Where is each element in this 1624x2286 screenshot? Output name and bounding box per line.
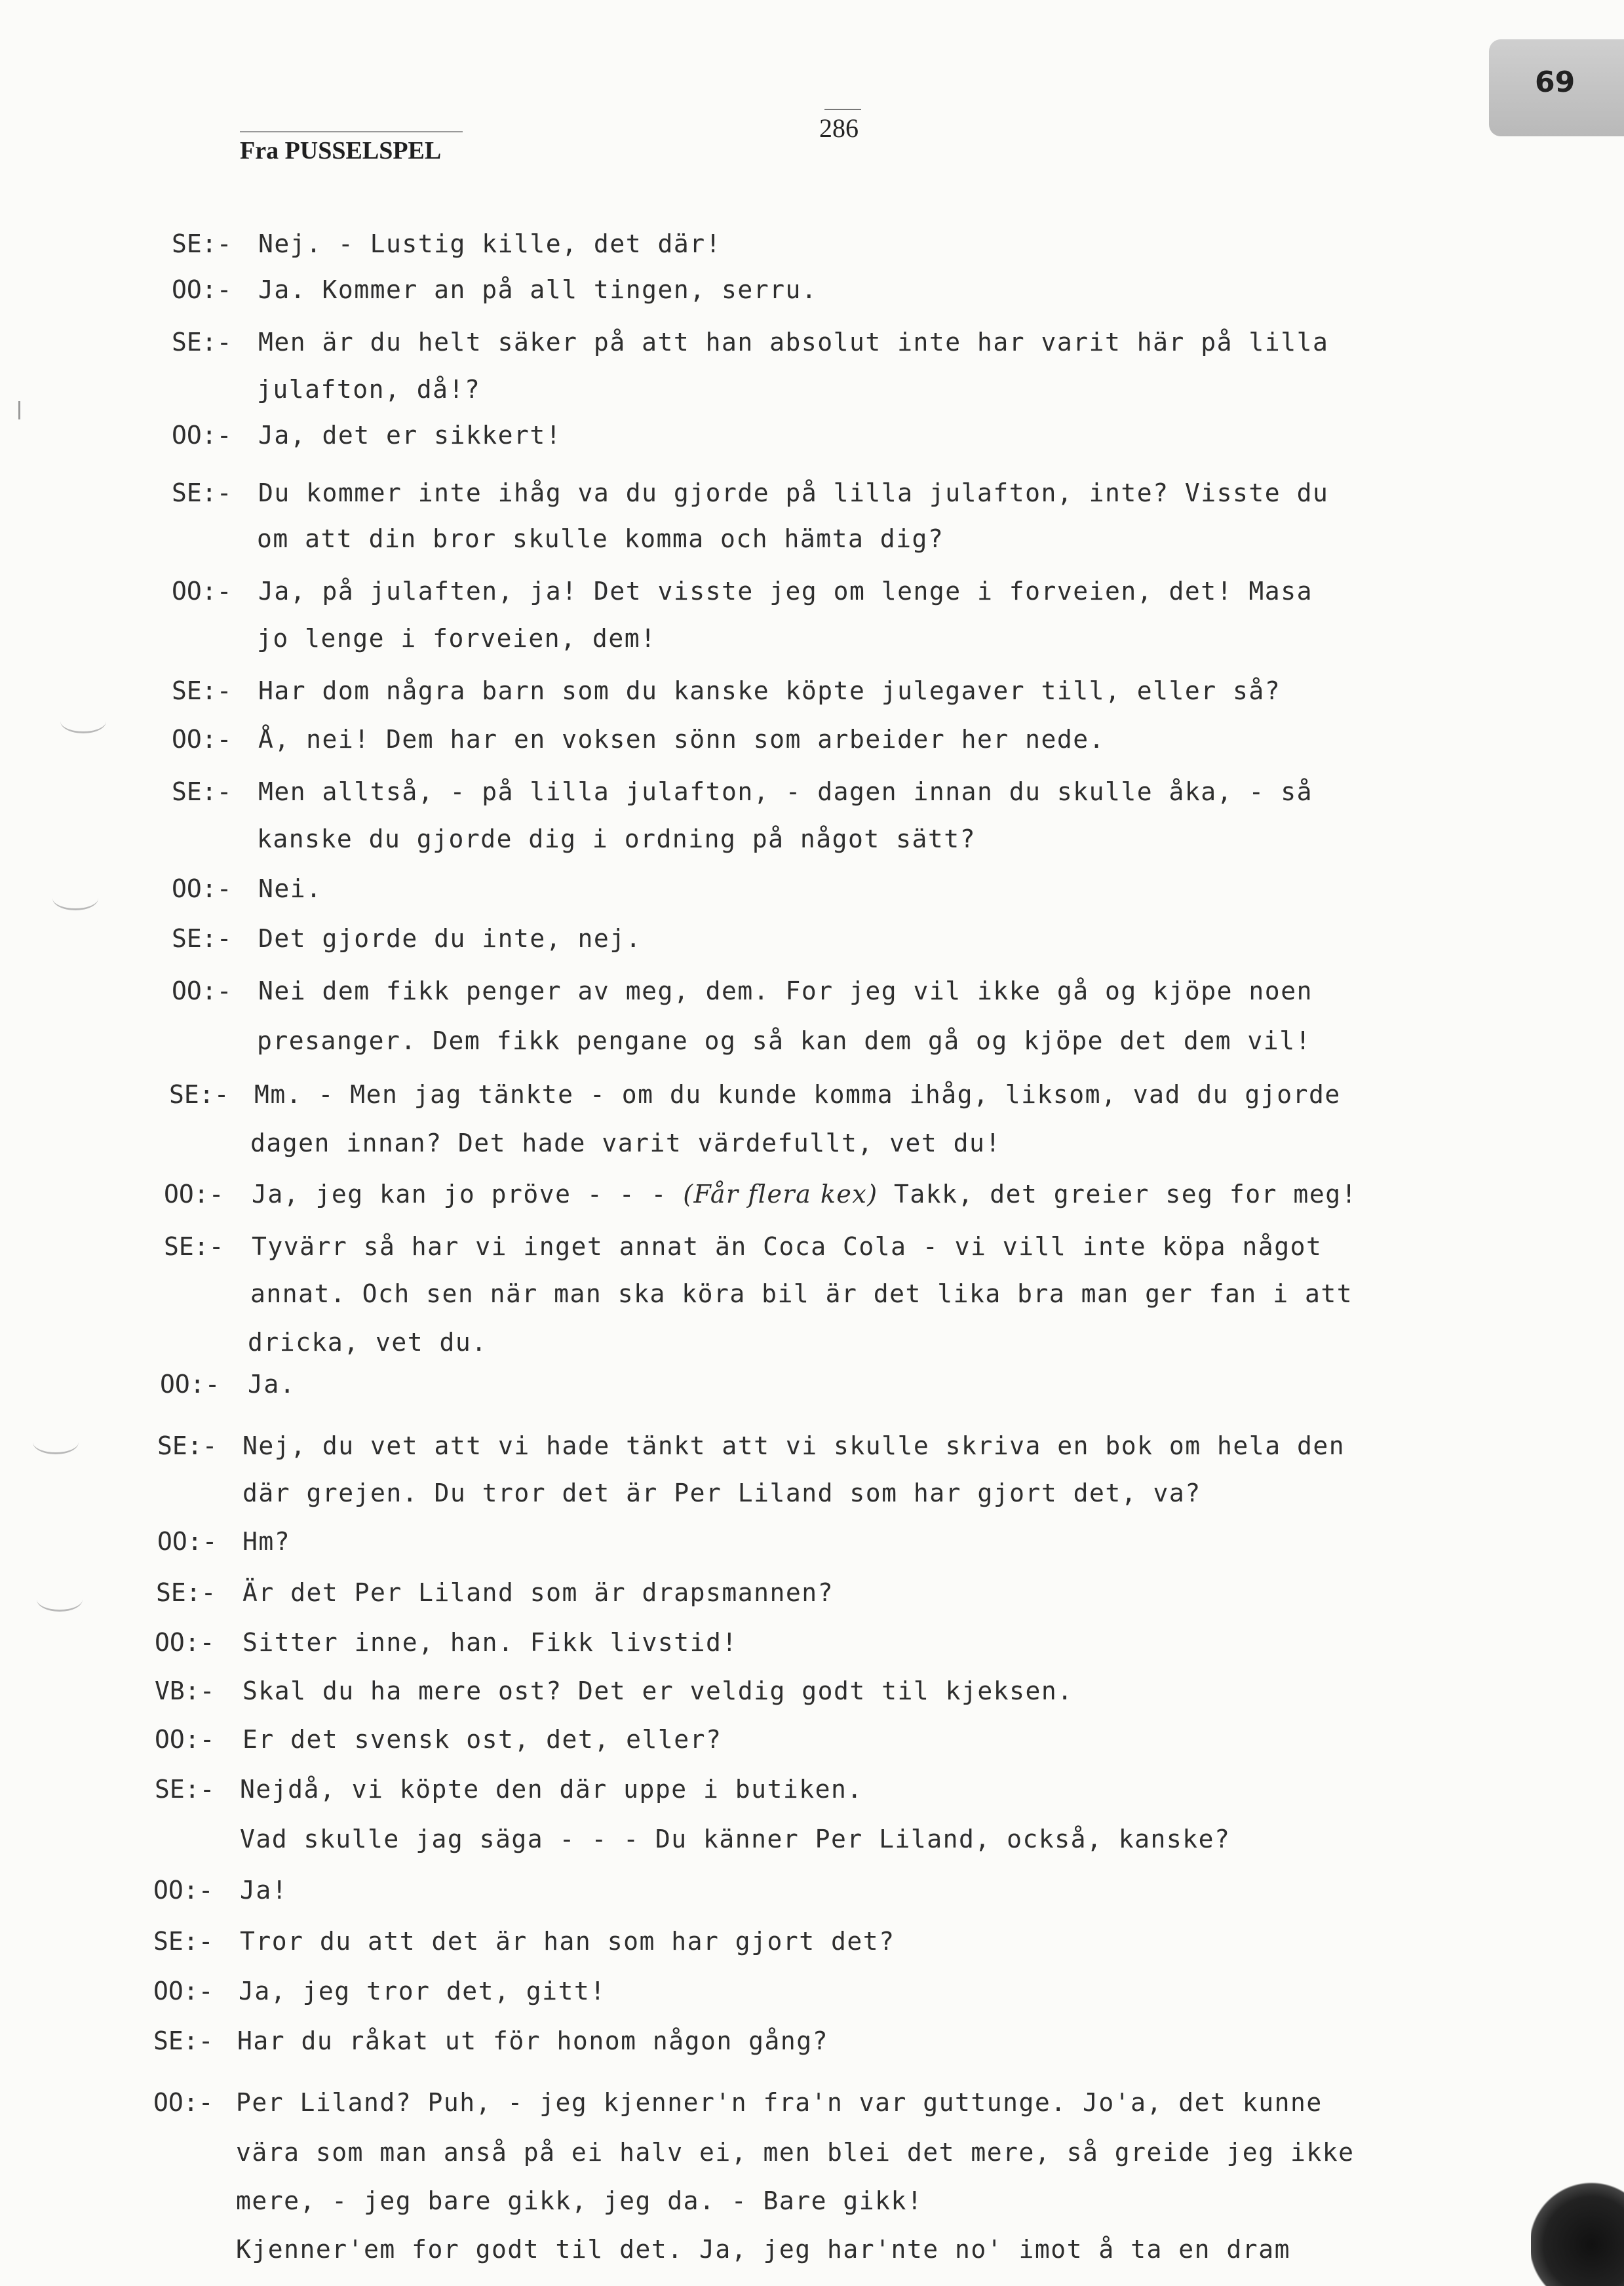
transcript-text: Ja, jeg tror det, gitt! — [239, 1977, 606, 2005]
transcript-text: Takk, det greier seg for meg! — [878, 1180, 1357, 1209]
transcript-text: jo lenge i forveien, dem! — [257, 624, 657, 653]
transcript-text: Tyvärr så har vi inget annat än Coca Cola - vi vill inte köpa något — [252, 1232, 1323, 1261]
speaker-label: OO:- — [172, 725, 232, 754]
transcript-line — [258, 777, 1313, 806]
transcript-line — [242, 1628, 738, 1657]
corner-shadow — [1531, 2182, 1624, 2286]
transcript-text: annat. Och sen när man ska köra bil är det lika bra man ger fan i att — [250, 1279, 1353, 1308]
transcript-text: Ja, på julaften, ja! Det visste jeg om lenge i forveien, det! Masa — [258, 577, 1313, 606]
transcript-text: Ja. — [248, 1370, 296, 1399]
transcript-text: Mm. - Men jag tänkte - om du kunde komma ihåg, liksom, vad du gjorde — [254, 1080, 1341, 1109]
transcript-line — [242, 1479, 1201, 1507]
speaker-label: SE:- — [169, 1080, 229, 1109]
transcript-text: Har du råkat ut för honom någon gång? — [237, 2026, 828, 2055]
transcript-line — [248, 1328, 488, 1357]
transcript-text: Nejdå, vi köpte den där uppe i butiken. — [240, 1775, 863, 1804]
source-title: Fra PUSSELSPEL — [240, 137, 442, 165]
transcript-line — [240, 1927, 895, 1956]
speaker-label: SE:- — [172, 328, 232, 357]
transcript-line — [242, 1578, 834, 1607]
transcript-text: presanger. Dem fikk pengane og så kan dem gå og kjöpe det dem vil! — [257, 1026, 1311, 1055]
transcript-line — [258, 725, 1105, 754]
transcript-line — [236, 2088, 1323, 2117]
transcript-text: Kjenner'em for godt til det. Ja, jeg har'nte no' imot å ta en dram — [236, 2235, 1290, 2264]
transcript-text: Nei. — [258, 874, 322, 903]
transcript-text: Har dom några barn som du kanske köpte julegaver till, eller så? — [258, 676, 1281, 705]
transcript-line — [242, 1676, 1073, 1705]
speaker-label: SE:- — [153, 1927, 214, 1956]
speaker-label: VB:- — [155, 1676, 215, 1705]
speaker-label: OO:- — [153, 1876, 214, 1905]
transcript-text: Är det Per Liland som är drapsmannen? — [242, 1578, 834, 1607]
transcript-line — [240, 1775, 863, 1804]
transcript-text: Du kommer inte ihåg va du gjorde på lilla julafton, inte? Visste du — [258, 478, 1329, 507]
transcript-line — [240, 1825, 1230, 1853]
transcript-text: Ja, det er sikkert! — [258, 421, 562, 450]
transcript-line — [239, 1977, 606, 2005]
transcript-text: Ja! — [240, 1876, 288, 1905]
speaker-label: OO:- — [172, 275, 232, 304]
speaker-label: SE:- — [153, 2026, 214, 2055]
speaker-label: OO:- — [153, 2088, 214, 2117]
transcript-line — [248, 1370, 296, 1399]
transcript-text: Nei dem fikk penger av meg, dem. For jeg vil ikke gå og kjöpe noen — [258, 977, 1313, 1005]
transcript-line — [258, 275, 817, 304]
transcript-text: mere, - jeg bare gikk, jeg da. - Bare gikk! — [236, 2186, 923, 2215]
transcript-text: kanske du gjorde dig i ordning på något sätt? — [257, 824, 976, 853]
transcript-line — [257, 524, 944, 553]
speaker-label: OO:- — [153, 1977, 214, 2005]
transcript-line — [236, 2235, 1290, 2264]
transcript-line — [257, 624, 656, 653]
speaker-label: SE:- — [156, 1578, 216, 1607]
speaker-label: OO:- — [155, 1628, 215, 1657]
transcript-line — [258, 874, 322, 903]
transcript-line — [257, 1026, 1311, 1055]
transcript-line — [258, 577, 1313, 606]
speaker-label: OO:- — [157, 1527, 218, 1556]
speaker-label: OO:- — [172, 977, 232, 1005]
speaker-label: SE:- — [172, 777, 232, 806]
transcript-line — [257, 375, 480, 404]
transcript-line — [250, 1279, 1353, 1308]
transcript-line — [258, 977, 1313, 1005]
transcript-line — [237, 2026, 828, 2055]
transcript-text: Nej, du vet att vi hade tänkt att vi skulle skriva en bok om hela den — [242, 1431, 1345, 1460]
transcript-text: där grejen. Du tror det är Per Liland som har gjort det, va? — [242, 1479, 1201, 1507]
transcript-text: dagen innan? Det hade varit värdefullt, vet du! — [250, 1129, 1001, 1157]
handwritten-note: (Får flera kex) — [683, 1180, 878, 1209]
transcript-text: Men alltså, - på lilla julafton, - dagen innan du skulle åka, - så — [258, 777, 1313, 806]
transcript-line — [236, 2186, 923, 2215]
transcript-text: Ja. Kommer an på all tingen, serru. — [258, 275, 818, 304]
transcript-text: vära som man anså på ei halv ei, men blei det mere, så greide jeg ikke — [236, 2138, 1355, 2167]
transcript-text: Det gjorde du inte, nej. — [258, 924, 642, 953]
transcript-text: Skal du ha mere ost? Det er veldig godt til kjeksen. — [242, 1676, 1073, 1705]
transcript-line — [258, 924, 642, 953]
transcript-line — [236, 2138, 1354, 2167]
speaker-label: SE:- — [172, 229, 232, 258]
speaker-label: OO:- — [172, 874, 232, 903]
speaker-label: OO:- — [160, 1370, 220, 1399]
transcript-line — [258, 328, 1328, 357]
speaker-label: OO:- — [172, 421, 232, 450]
transcript-text: Hm? — [242, 1527, 291, 1556]
transcript-line — [250, 1129, 1001, 1157]
transcript-line — [240, 1876, 288, 1905]
speaker-label: SE:- — [157, 1431, 218, 1460]
transcript-text: Sitter inne, han. Fikk livstid! — [242, 1628, 738, 1657]
speaker-label: SE:- — [164, 1232, 224, 1261]
transcript-text: Per Liland? Puh, - jeg kjenner'n fra'n var guttunge. Jo'a, det kunne — [236, 2088, 1323, 2117]
transcript-text: Tror du att det är han som har gjort det? — [240, 1927, 895, 1956]
speaker-label: SE:- — [155, 1775, 215, 1804]
transcript-line — [252, 1232, 1322, 1261]
transcript-line — [258, 229, 722, 258]
transcript-line — [242, 1431, 1345, 1460]
transcript-line — [252, 1180, 1357, 1209]
transcript-text: dricka, vet du. — [248, 1328, 488, 1357]
transcript-line — [257, 824, 976, 853]
transcript-text: Å, nei! Dem har en voksen sönn som arbeider her nede. — [258, 725, 1106, 754]
transcript-text: Ja, jeg kan jo pröve - - - — [252, 1180, 684, 1209]
page-number: 286 — [819, 113, 859, 143]
transcript-text: Vad skulle jag säga - - - Du känner Per Liland, också, kanske? — [240, 1825, 1231, 1853]
transcript-text: Er det svensk ost, det, eller? — [242, 1725, 722, 1754]
transcript-line — [242, 1725, 722, 1754]
transcript-line — [242, 1527, 290, 1556]
transcript-line — [258, 478, 1328, 507]
transcript-text: Nej. - Lustig kille, det där! — [258, 229, 722, 258]
speaker-label: SE:- — [172, 924, 232, 953]
speaker-label: SE:- — [172, 478, 232, 507]
transcript-text: julafton, då!? — [257, 375, 481, 404]
speaker-label: SE:- — [172, 676, 232, 705]
transcript-text: om att din bror skulle komma och hämta dig? — [257, 524, 944, 553]
speaker-label: OO:- — [172, 577, 232, 606]
speaker-label: OO:- — [164, 1180, 224, 1209]
transcript-line — [254, 1080, 1341, 1109]
transcript-text: Men är du helt säker på att han absolut inte har varit här på lilla — [258, 328, 1329, 357]
transcript-line — [258, 676, 1281, 705]
transcript-line — [258, 421, 562, 450]
speaker-label: OO:- — [155, 1725, 215, 1754]
page-tab-label: 69 — [1535, 66, 1576, 99]
